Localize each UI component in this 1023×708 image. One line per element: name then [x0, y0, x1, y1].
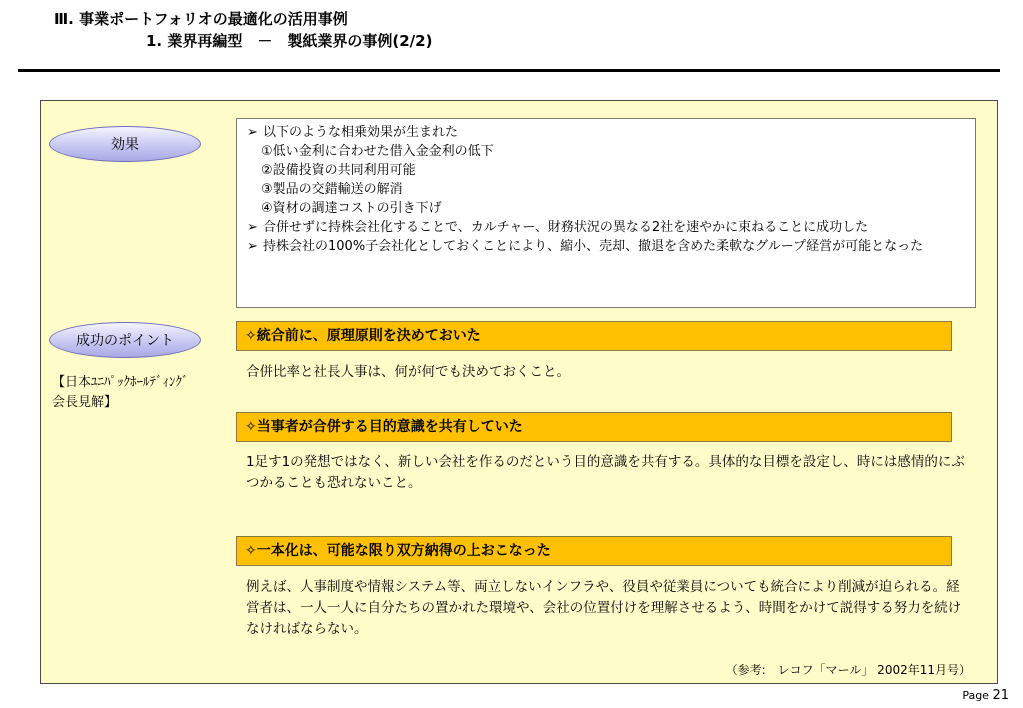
source-line-1: 【日本ﾕﾆﾊﾟｯｸﾎｰﾙﾃﾞｨﾝｸﾞ: [52, 375, 189, 390]
effect-item: ②設備投資の共同利用可能: [261, 163, 416, 178]
effect-item: ③製品の交錯輸送の解消: [261, 182, 403, 197]
effect-box: [236, 118, 976, 308]
effect-item: ①低い金利に合わせた借入金金利の低下: [261, 144, 494, 159]
effect-label-text: 効果: [111, 137, 139, 153]
point-body-3: 例えば、人事制度や情報システム等、両立しないインフラや、役員や従業員についても統合により削減が迫られる。経営者は、一人一人に自分たちの置かれた環境や、会社の位置付けを理解させるよう、時間をかけて説得する努力を続けなければならない。: [246, 579, 962, 637]
source-line-2: 会長見解】: [52, 395, 118, 410]
point-heading-2: ✧当事者が合併する目的意識を共有していた: [236, 412, 952, 442]
title-divider: [18, 69, 1000, 72]
point-heading-1: ✧統合前に、原理原則を決めておいた: [236, 321, 952, 351]
source-attribution: [52, 373, 189, 413]
effect-bullet-3: [247, 237, 967, 256]
success-label-pill: [49, 322, 201, 358]
page-subtitle: 1. 業界再編型 － 製紙業界の事例(2/2): [146, 32, 433, 50]
point-body-2: 1足す1の発想ではなく、新しい会社を作るのだという目的意識を共有する。具体的な目標を設定し、時には感情的にぶつかることも恐れないこと。: [246, 454, 965, 491]
page-number-value: 21: [992, 688, 1009, 703]
arrow-bullet-icon: ➢: [247, 125, 258, 140]
reference-note: （参考: レコフ「マール」 2002年11月号）: [725, 663, 971, 677]
arrow-bullet-icon: ➢: [247, 239, 258, 254]
arrow-bullet-icon: ➢: [247, 220, 258, 235]
success-label-text: 成功のポイント: [76, 333, 174, 349]
effect-label-pill: [49, 126, 201, 162]
effect-item: ④資材の調達コストの引き下げ: [261, 201, 442, 216]
point-body-1: 合併比率と社長人事は、何が何でも決めておくこと。: [246, 364, 570, 380]
page-number: [962, 688, 1009, 703]
page-title: Ⅲ. 事業ポートフォリオの最適化の活用事例: [54, 10, 348, 28]
effect-intro-text: 以下のような相乗効果が生まれた: [263, 125, 459, 140]
effect-intro-bullet: [247, 123, 967, 142]
page-label: Page: [962, 689, 989, 702]
point-heading-3: ✧一本化は、可能な限り双方納得の上おこなった: [236, 536, 952, 566]
effect-bullet-2: [247, 218, 967, 237]
effect-bullet-3-text: 持株会社の100%子会社化としておくことにより、縮小、売却、撤退を含めた柔軟なグループ経営が可能となった: [263, 239, 924, 254]
effect-bullet-2-text: 合併せずに持株会社化することで、カルチャー、財務状況の異なる2社を速やかに束ねることに成功した: [263, 220, 869, 235]
